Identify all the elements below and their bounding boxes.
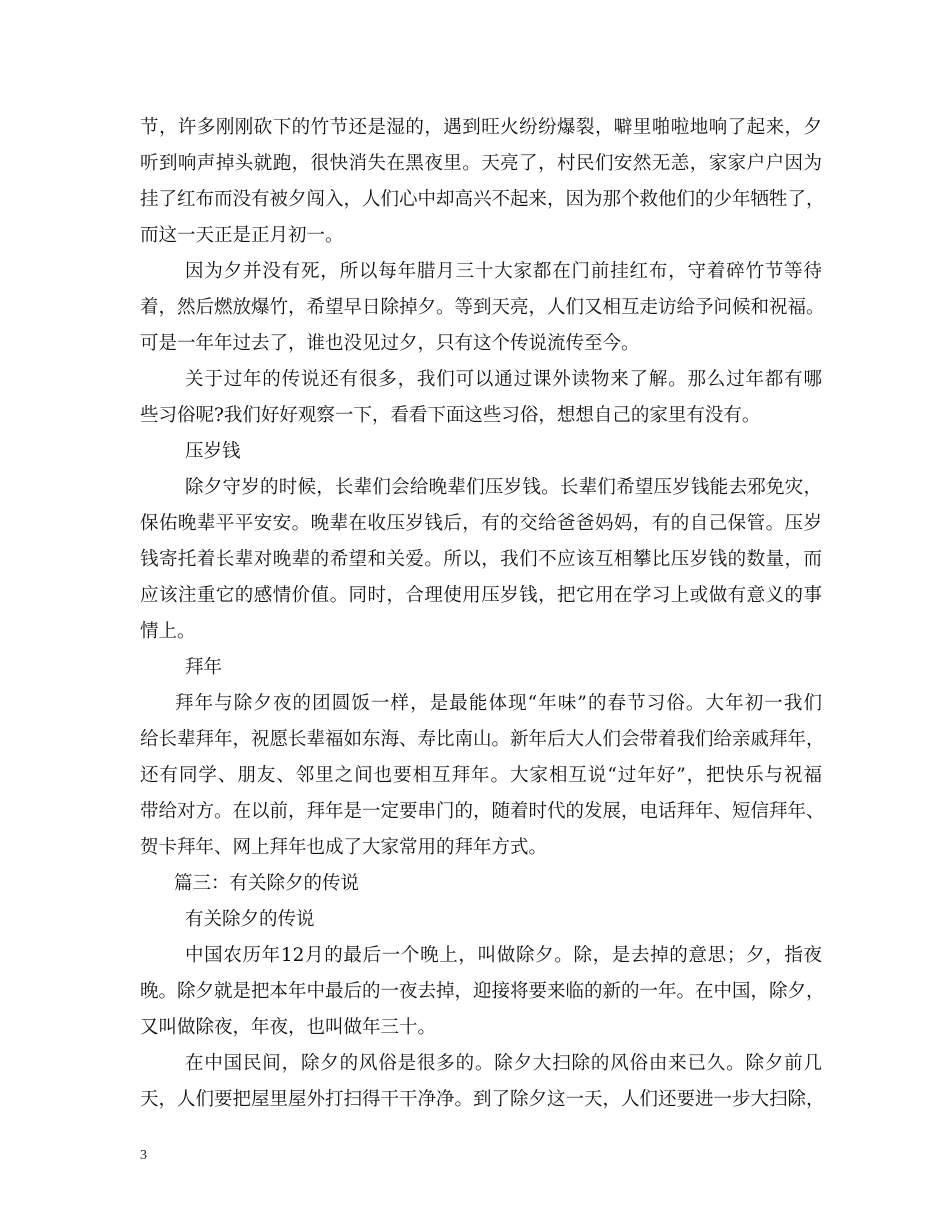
body-text-line: 因为夕并没有死，所以每年腊月三十大家都在门前挂红布，守着碎竹节等待 (185, 261, 822, 282)
body-text-line: 又叫做除夜，年夜，也叫做年三十。 (140, 1017, 437, 1038)
body-text-line: 还有同学、朋友、邻里之间也要相互拜年。大家相互说“过年好”，把快乐与祝福 (140, 765, 822, 786)
body-text-line: 情上。 (140, 621, 196, 642)
body-text-line: 天，人们要把屋里屋外打扫得干干净净。到了除夕这一天，人们还要进一步大扫除， (140, 1089, 825, 1110)
body-text-line: 可是一年年过去了，谁也没见过夕，只有这个传说流传至今。 (140, 333, 640, 354)
body-text-line: 而这一天正是正月初一。 (140, 225, 344, 246)
chapter-heading: 篇三：有关除夕的传说 (174, 873, 360, 894)
body-text-line: 晚。除夕就是把本年中最后的一夜去掉，迎接将要来临的新的一年。在中国，除夕， (140, 981, 825, 1002)
body-text-line: 听到响声掉头就跑，很快消失在黑夜里。天亮了，村民们安然无恙，家家户户因为 (140, 153, 822, 174)
body-text-line: 带给对方。在以前，拜年是一定要串门的，随着时代的发展，电话拜年、短信拜年、 (140, 801, 825, 822)
section-heading: 拜年 (185, 657, 223, 678)
body-text-line: 贺卡拜年、网上拜年也成了大家常用的拜年方式。 (140, 837, 548, 858)
body-text-line: 节，许多刚刚砍下的竹节还是湿的，遇到旺火纷纷爆裂，噼里啪啦地响了起来，夕 (140, 117, 822, 138)
body-text-line: 给长辈拜年，祝愿长辈福如东海、寿比南山。新年后大人们会带着我们给亲戚拜年， (140, 729, 825, 750)
body-text-line: 拜年与除夕夜的团圆饭一样，是最能体现“年味”的春节习俗。大年初一我们 (175, 693, 822, 714)
body-text-line: 些习俗呢?我们好好观察一下，看看下面这些习俗，想想自己的家里有没有。 (140, 405, 761, 426)
body-text-line: 着，然后燃放爆竹，希望早日除掉夕。等到天亮，人们又相互走访给予问候和祝福。 (140, 297, 825, 318)
body-text-line: 挂了红布而没有被夕闯入，人们心中却高兴不起来，因为那个救他们的少年牺牲了， (140, 189, 825, 210)
body-text-line: 中国农历年12月的最后一个晚上，叫做除夕。除，是去掉的意思；夕，指夜 (185, 945, 822, 966)
body-text-line: 关于过年的传说还有很多，我们可以通过课外读物来了解。那么过年都有哪 (185, 369, 822, 390)
body-text-line: 钱寄托着长辈对晚辈的希望和关爱。所以，我们不应该互相攀比压岁钱的数量，而 (140, 549, 822, 570)
body-text-line: 除夕守岁的时候，长辈们会给晚辈们压岁钱。长辈们希望压岁钱能去邪免灾， (185, 477, 822, 498)
page-number: 3 (140, 1148, 147, 1163)
body-text-line: 在中国民间，除夕的风俗是很多的。除夕大扫除的风俗由来已久。除夕前几 (185, 1053, 822, 1074)
section-heading: 有关除夕的传说 (185, 909, 315, 930)
body-text-line: 保佑晚辈平平安安。晚辈在收压岁钱后，有的交给爸爸妈妈，有的自己保管。压岁 (140, 513, 822, 534)
section-heading: 压岁钱 (185, 441, 241, 462)
body-text-line: 应该注重它的感情价值。同时，合理使用压岁钱，把它用在学习上或做有意义的事 (140, 585, 822, 606)
